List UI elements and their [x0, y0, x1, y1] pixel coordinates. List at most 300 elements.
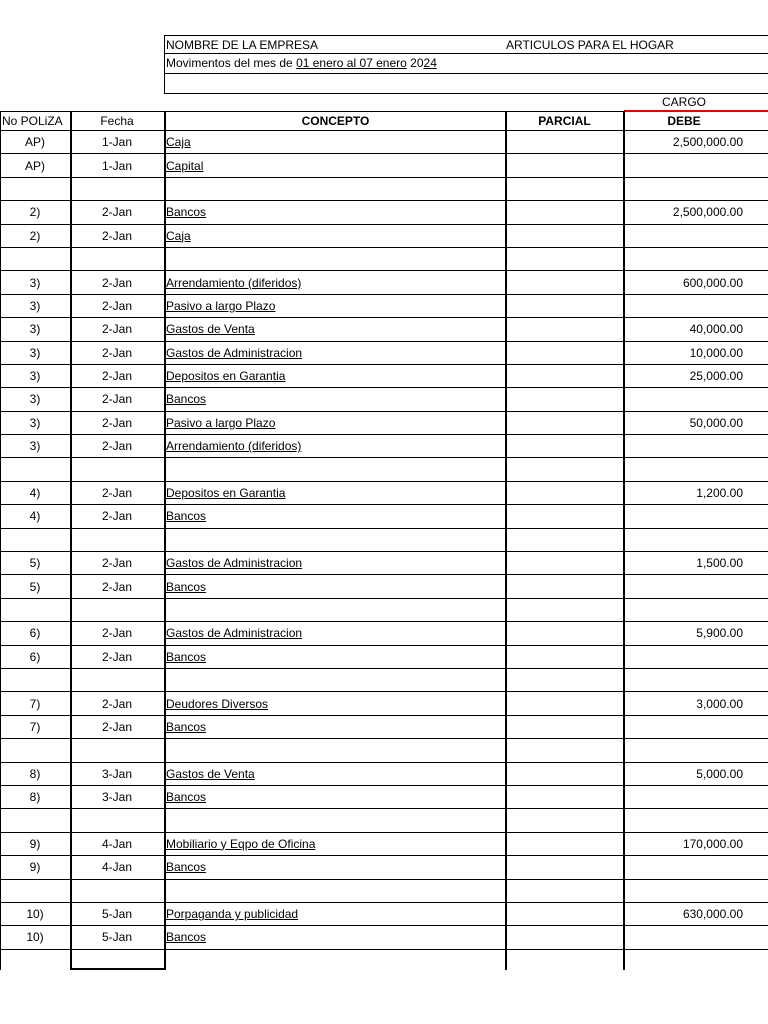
poliza-cell-text: 3): [29, 392, 41, 407]
fecha-cell: [70, 575, 164, 597]
parcial-cell: [505, 435, 624, 457]
concepto-cell: [164, 412, 505, 434]
concepto-cell-text: Gastos de Administracion: [166, 345, 303, 360]
column-divider: [623, 111, 625, 970]
debe-cell-text: 170,000.00: [682, 836, 743, 851]
parcial-cell: [505, 271, 624, 293]
table-row: [0, 529, 768, 552]
debe-cell: [624, 225, 768, 247]
fecha-cell: [70, 833, 164, 855]
poliza-cell-text: 6): [29, 626, 41, 641]
poliza-cell: [0, 482, 70, 504]
concepto-cell: [164, 505, 505, 527]
fecha-cell-text: 2-Jan: [101, 392, 133, 407]
poliza-cell-text: 3): [29, 415, 41, 430]
debe-cell: [624, 412, 768, 434]
fecha-cell: [70, 225, 164, 247]
fecha-cell-text: 3-Jan: [101, 790, 133, 805]
debe-cell: [624, 552, 768, 574]
fecha-cell: [70, 669, 164, 691]
fecha-cell: [70, 482, 164, 504]
debe-cell: [624, 388, 768, 410]
fecha-cell-text: 2-Jan: [101, 579, 133, 594]
ledger-table: [0, 111, 768, 950]
fecha-cell-text: 2-Jan: [101, 486, 133, 501]
fecha-cell: [70, 365, 164, 387]
table-row: [0, 716, 768, 739]
fecha-cell-text: 2-Jan: [101, 275, 133, 290]
table-row: [0, 880, 768, 903]
poliza-cell: [0, 599, 70, 621]
fecha-cell: [70, 809, 164, 831]
fecha-cell: [70, 646, 164, 668]
fecha-cell: [70, 903, 164, 925]
poliza-cell: [0, 435, 70, 457]
column-divider: [505, 111, 507, 970]
concepto-cell: [164, 154, 505, 176]
fecha-cell-text: 2-Jan: [101, 228, 133, 243]
poliza-cell: [0, 903, 70, 925]
debe-cell: [624, 131, 768, 153]
movements-period: [166, 55, 437, 71]
header-divider: [165, 73, 768, 74]
concepto-cell-text: Capital: [166, 158, 204, 173]
concepto-cell-text: Bancos: [166, 509, 207, 524]
poliza-cell: [0, 833, 70, 855]
poliza-cell: [0, 295, 70, 317]
fecha-cell: [70, 716, 164, 738]
debe-cell: [624, 646, 768, 668]
poliza-cell: [0, 412, 70, 434]
poliza-cell: [0, 178, 70, 200]
fecha-cell: [70, 318, 164, 340]
concepto-cell: [164, 295, 505, 317]
concepto-cell-text: Deudores Diversos: [166, 696, 269, 711]
parcial-cell: [505, 201, 624, 223]
table-row: [0, 692, 768, 715]
cargo-red-rule: [624, 110, 768, 112]
concepto-cell: [164, 271, 505, 293]
debe-cell: [624, 318, 768, 340]
fecha-cell: [70, 295, 164, 317]
poliza-cell: [0, 856, 70, 878]
fecha-cell-text: 2-Jan: [101, 322, 133, 337]
poliza-cell: [0, 271, 70, 293]
parcial-cell: [505, 763, 624, 785]
poliza-cell: [0, 716, 70, 738]
concepto-cell: [164, 692, 505, 714]
poliza-cell-text: 2): [29, 228, 41, 243]
parcial-cell: [505, 599, 624, 621]
table-row: [0, 318, 768, 341]
concepto-cell: [164, 365, 505, 387]
fecha-cell-text: 4-Jan: [101, 860, 133, 875]
poliza-cell: [0, 692, 70, 714]
cargo-label: CARGO: [661, 95, 706, 109]
concepto-cell-text: Bancos: [166, 860, 207, 875]
poliza-cell: [0, 763, 70, 785]
concepto-cell: [164, 388, 505, 410]
concepto-cell-text: Gastos de Administracion: [166, 556, 303, 571]
fecha-cell: [70, 248, 164, 270]
parcial-cell: [505, 505, 624, 527]
debe-cell: [624, 342, 768, 364]
fecha-cell-text: 2-Jan: [101, 298, 133, 313]
company-header: [164, 35, 768, 94]
parcial-cell: [505, 575, 624, 597]
poliza-cell: [0, 154, 70, 176]
debe-cell-text: 50,000.00: [689, 415, 743, 430]
concepto-cell: [164, 786, 505, 808]
fecha-cell: [70, 622, 164, 644]
poliza-cell: [0, 809, 70, 831]
concepto-cell: [164, 833, 505, 855]
parcial-cell: [505, 342, 624, 364]
concepto-cell: [164, 646, 505, 668]
concepto-cell: [164, 529, 505, 551]
debe-cell: [624, 786, 768, 808]
table-row: [0, 365, 768, 388]
fecha-cell-text: 2-Jan: [101, 345, 133, 360]
concepto-cell-text: Gastos de Administracion: [166, 626, 303, 641]
poliza-cell-text: 3): [29, 298, 41, 313]
fecha-cell: [70, 552, 164, 574]
debe-cell: [624, 575, 768, 597]
debe-cell: [624, 669, 768, 691]
debe-cell-text: 2,500,000.00: [672, 135, 743, 150]
concepto-cell: [164, 739, 505, 761]
table-row: [0, 646, 768, 669]
table-row: [0, 669, 768, 692]
parcial-cell: [505, 131, 624, 153]
table-row: [0, 295, 768, 318]
concepto-cell: [164, 248, 505, 270]
column-header-debe: DEBE: [667, 114, 701, 128]
debe-cell: [624, 248, 768, 270]
poliza-cell-text: 6): [29, 649, 41, 664]
poliza-cell-text: 8): [29, 790, 41, 805]
concepto-cell: [164, 482, 505, 504]
poliza-cell-text: 8): [29, 766, 41, 781]
concepto-cell: [164, 201, 505, 223]
concepto-cell: [164, 458, 505, 480]
poliza-cell-text: 3): [29, 439, 41, 454]
fecha-cell: [70, 786, 164, 808]
debe-cell-text: 5,900.00: [696, 626, 743, 641]
parcial-cell: [505, 154, 624, 176]
company-label: NOMBRE DE LA EMPRESA: [166, 38, 319, 52]
parcial-cell: [505, 412, 624, 434]
poliza-cell: [0, 880, 70, 902]
fecha-cell: [70, 692, 164, 714]
table-row: [0, 248, 768, 271]
debe-cell: [624, 833, 768, 855]
debe-cell: [624, 763, 768, 785]
table-row: [0, 154, 768, 177]
concepto-cell-text: Bancos: [166, 930, 207, 945]
concepto-cell-text: Bancos: [166, 649, 207, 664]
fecha-cell: [70, 131, 164, 153]
column-header-fecha: Fecha: [100, 114, 134, 128]
fecha-cell: [70, 763, 164, 785]
poliza-cell: [0, 365, 70, 387]
concepto-cell: [164, 669, 505, 691]
debe-cell: [624, 529, 768, 551]
parcial-cell: [505, 903, 624, 925]
poliza-cell: [0, 342, 70, 364]
debe-cell-text: 25,000.00: [689, 369, 743, 384]
debe-cell-text: 2,500,000.00: [672, 205, 743, 220]
concepto-cell-text: Pasivo a largo Plazo: [166, 298, 276, 313]
header-divider: [165, 53, 768, 54]
poliza-cell: [0, 529, 70, 551]
fecha-cell-text: 2-Jan: [101, 719, 133, 734]
movements-year-a: 20: [406, 56, 424, 70]
table-row: [0, 388, 768, 411]
debe-cell: [624, 365, 768, 387]
table-bottom-rule: [70, 968, 165, 970]
concepto-cell: [164, 178, 505, 200]
parcial-cell: [505, 178, 624, 200]
debe-cell: [624, 458, 768, 480]
company-name: ARTICULOS PARA EL HOGAR: [506, 38, 674, 52]
concepto-cell-text: Depositos en Garantia: [166, 486, 286, 501]
poliza-cell: [0, 201, 70, 223]
table-left-border: [0, 111, 1, 970]
concepto-cell: [164, 880, 505, 902]
concepto-cell-text: Depositos en Garantia: [166, 369, 286, 384]
concepto-cell-text: Gastos de Venta: [166, 322, 255, 337]
concepto-cell-text: Arrendamiento (diferidos): [166, 439, 302, 454]
fecha-cell-text: 5-Jan: [101, 930, 133, 945]
debe-cell: [624, 295, 768, 317]
table-row: [0, 926, 768, 949]
fecha-cell: [70, 856, 164, 878]
concepto-cell: [164, 225, 505, 247]
table-row: [0, 412, 768, 435]
parcial-cell: [505, 552, 624, 574]
table-row: [0, 739, 768, 762]
poliza-cell: [0, 552, 70, 574]
fecha-cell: [70, 926, 164, 948]
parcial-cell: [505, 248, 624, 270]
concepto-cell-text: Bancos: [166, 579, 207, 594]
fecha-cell-text: 2-Jan: [101, 556, 133, 571]
table-row: [0, 903, 768, 926]
parcial-cell: [505, 646, 624, 668]
poliza-cell-text: 4): [29, 509, 41, 524]
parcial-cell: [505, 622, 624, 644]
poliza-cell: [0, 622, 70, 644]
table-row: [0, 552, 768, 575]
table-row: [0, 342, 768, 365]
poliza-cell: [0, 926, 70, 948]
fecha-cell-text: 2-Jan: [101, 509, 133, 524]
table-row: [0, 178, 768, 201]
poliza-cell-text: AP): [24, 158, 45, 173]
parcial-cell: [505, 809, 624, 831]
column-header-concepto: CONCEPTO: [301, 114, 370, 128]
concepto-cell-text: Bancos: [166, 719, 207, 734]
poliza-cell-text: 2): [29, 205, 41, 220]
poliza-cell-text: 3): [29, 322, 41, 337]
table-row: [0, 575, 768, 598]
table-row: [0, 763, 768, 786]
concepto-cell: [164, 622, 505, 644]
debe-cell: [624, 505, 768, 527]
fecha-cell: [70, 412, 164, 434]
fecha-cell-text: 4-Jan: [101, 836, 133, 851]
parcial-cell: [505, 880, 624, 902]
concepto-cell: [164, 903, 505, 925]
fecha-cell-text: 2-Jan: [101, 369, 133, 384]
poliza-cell: [0, 575, 70, 597]
poliza-cell-text: AP): [24, 135, 45, 150]
debe-cell: [624, 856, 768, 878]
poliza-cell: [0, 388, 70, 410]
concepto-cell-text: Pasivo a largo Plazo: [166, 415, 276, 430]
fecha-cell-text: 2-Jan: [101, 626, 133, 641]
concepto-cell-text: Bancos: [166, 790, 207, 805]
parcial-cell: [505, 365, 624, 387]
concepto-cell: [164, 435, 505, 457]
concepto-cell-text: Porpaganda y publicidad: [166, 907, 299, 922]
parcial-cell: [505, 458, 624, 480]
debe-cell-text: 1,500.00: [696, 556, 743, 571]
table-row: [0, 505, 768, 528]
table-row: [0, 856, 768, 879]
movements-range: 01 enero al 07 enero: [296, 56, 407, 70]
concepto-cell: [164, 856, 505, 878]
debe-cell-text: 600,000.00: [682, 275, 743, 290]
table-row: [0, 599, 768, 622]
concepto-cell-text: Bancos: [166, 205, 207, 220]
table-row: [0, 458, 768, 481]
fecha-cell-text: 1-Jan: [101, 158, 133, 173]
fecha-cell: [70, 388, 164, 410]
debe-cell-text: 630,000.00: [682, 907, 743, 922]
fecha-cell: [70, 178, 164, 200]
poliza-cell-text: 7): [29, 719, 41, 734]
table-row: [0, 225, 768, 248]
concepto-cell: [164, 342, 505, 364]
table-row: [0, 435, 768, 458]
fecha-cell-text: 1-Jan: [101, 135, 133, 150]
column-header-parcial: PARCIAL: [538, 114, 591, 128]
poliza-cell: [0, 505, 70, 527]
fecha-cell-text: 3-Jan: [101, 766, 133, 781]
parcial-cell: [505, 482, 624, 504]
debe-cell: [624, 201, 768, 223]
table-row: [0, 622, 768, 645]
parcial-cell: [505, 225, 624, 247]
parcial-cell: [505, 388, 624, 410]
ledger-rows: [0, 131, 768, 950]
poliza-cell-text: 10): [26, 930, 44, 945]
debe-cell: [624, 599, 768, 621]
table-row: [0, 786, 768, 809]
fecha-cell: [70, 529, 164, 551]
concepto-cell-text: Bancos: [166, 392, 207, 407]
parcial-cell: [505, 716, 624, 738]
parcial-cell: [505, 295, 624, 317]
fecha-cell: [70, 201, 164, 223]
poliza-cell: [0, 248, 70, 270]
fecha-cell-text: 2-Jan: [101, 415, 133, 430]
poliza-cell: [0, 786, 70, 808]
movements-year-b: 24: [423, 56, 437, 70]
concepto-cell: [164, 763, 505, 785]
debe-cell: [624, 739, 768, 761]
poliza-cell: [0, 458, 70, 480]
debe-cell: [624, 435, 768, 457]
concepto-cell: [164, 716, 505, 738]
fecha-cell: [70, 739, 164, 761]
poliza-cell-text: 7): [29, 696, 41, 711]
parcial-cell: [505, 529, 624, 551]
column-header-poliza: No POLiZA: [2, 114, 63, 128]
poliza-cell: [0, 225, 70, 247]
table-row: [0, 482, 768, 505]
fecha-cell: [70, 505, 164, 527]
table-row: [0, 271, 768, 294]
concepto-cell-text: Caja: [166, 135, 191, 150]
debe-cell-text: 10,000.00: [689, 345, 743, 360]
debe-cell: [624, 178, 768, 200]
poliza-cell-text: 3): [29, 369, 41, 384]
fecha-cell: [70, 342, 164, 364]
parcial-cell: [505, 856, 624, 878]
concepto-cell-text: Arrendamiento (diferidos): [166, 275, 302, 290]
concepto-cell: [164, 552, 505, 574]
concepto-cell-text: Mobiliario y Eqpo de Oficina: [166, 836, 316, 851]
table-row: [0, 833, 768, 856]
debe-cell: [624, 880, 768, 902]
concepto-cell: [164, 599, 505, 621]
table-row: [0, 201, 768, 224]
fecha-cell: [70, 458, 164, 480]
debe-cell: [624, 482, 768, 504]
table-row: [0, 809, 768, 832]
poliza-cell-text: 4): [29, 486, 41, 501]
movements-prefix: Movimentos del mes de: [166, 56, 297, 70]
debe-cell: [624, 809, 768, 831]
fecha-cell-text: 5-Jan: [101, 907, 133, 922]
parcial-cell: [505, 318, 624, 340]
debe-cell: [624, 903, 768, 925]
concepto-cell: [164, 575, 505, 597]
concepto-cell: [164, 926, 505, 948]
fecha-cell: [70, 880, 164, 902]
parcial-cell: [505, 833, 624, 855]
concepto-cell-text: Caja: [166, 228, 191, 243]
concepto-cell: [164, 131, 505, 153]
poliza-cell-text: 5): [29, 556, 41, 571]
parcial-cell: [505, 739, 624, 761]
fecha-cell: [70, 599, 164, 621]
fecha-cell-text: 2-Jan: [101, 649, 133, 664]
table-header-row: [0, 111, 768, 131]
poliza-cell-text: 3): [29, 345, 41, 360]
concepto-cell: [164, 809, 505, 831]
concepto-cell: [164, 318, 505, 340]
parcial-cell: [505, 926, 624, 948]
fecha-cell-text: 2-Jan: [101, 696, 133, 711]
column-divider: [70, 111, 72, 970]
poliza-cell-text: 3): [29, 275, 41, 290]
debe-cell: [624, 716, 768, 738]
fecha-cell: [70, 154, 164, 176]
